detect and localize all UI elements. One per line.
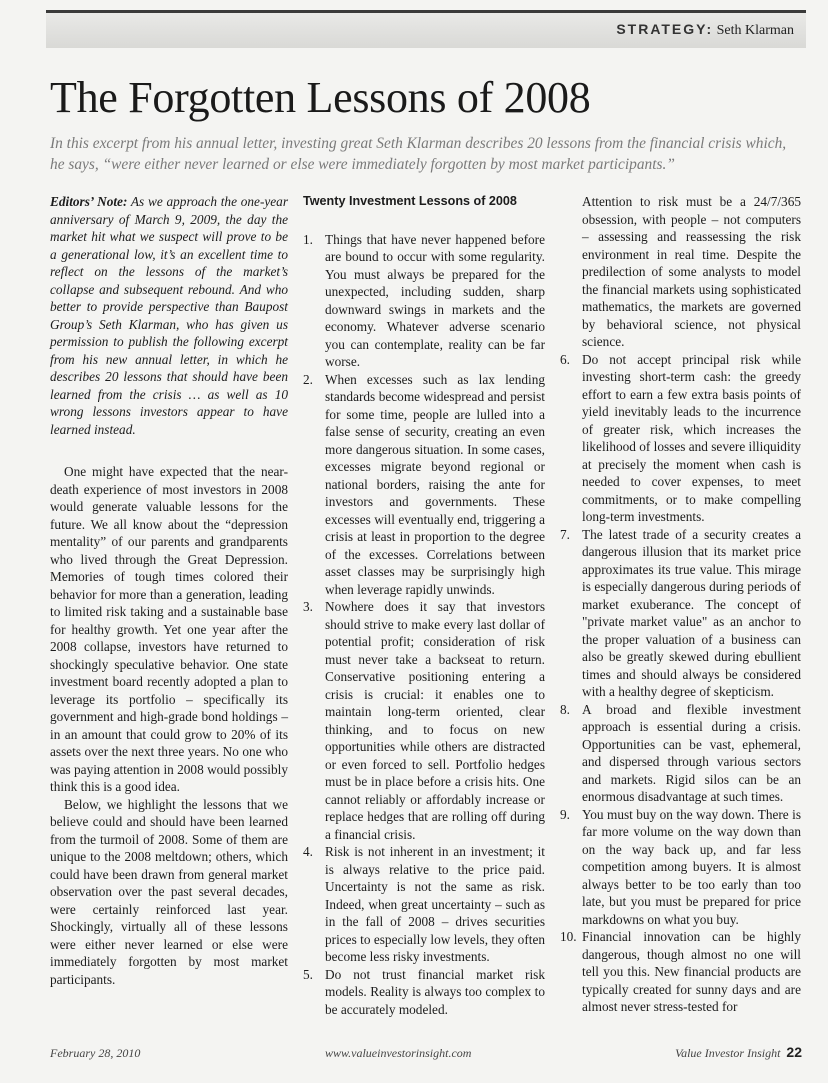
lesson-number: 10. (560, 929, 577, 944)
lesson-text: The latest trade of a security creates a dangerous illusion that its market price approximates its true value. This mirage is especially dangerous during periods of market exuberance. The concept of "private market value" as an anchor to the proper valuation of a business can also be greatly skewed during ebullient times and should always be considered with a healthy degree of skepticism. (582, 526, 801, 699)
lesson-item (560, 351, 801, 526)
column-right (560, 193, 801, 1016)
lesson-number: 6. (560, 351, 570, 367)
lessons-list (303, 231, 545, 1019)
lesson-text: A broad and flexible investment approach is essential during a crisis. Opportunities can be vast, ephemeral, and dispersed through various sectors and markets. Rigid silos can be an enormous disadvantage at such times. (582, 701, 801, 804)
footer-date: February 28, 2010 (50, 1046, 141, 1060)
footer-publication (675, 1044, 802, 1061)
lesson-number: 5. (303, 966, 313, 982)
editors-note-label: Editors’ Note: (50, 194, 128, 209)
lesson-number: 9. (560, 806, 570, 822)
footer-url: www.valueinvestorinsight.com (325, 1046, 472, 1060)
lesson-item (560, 806, 801, 929)
lesson-text: Risk is not inherent in an investment; it is always relative to the price paid. Uncertainty is not the same as risk. Indeed, when great uncertainty – such as in the fall of 2008 – drives securities prices to especially low levels, they often become less risky investments. (325, 844, 545, 964)
lesson-number: 7. (560, 526, 570, 542)
lessons-list-continued (560, 351, 801, 1016)
body-paragraph: Below, we highlight the lessons that we believe could and should have been learned from the turmoil of 2008. Some of them are unique to the 2008 meltdown; others, which could have been drawn from general market observation over the past several decades, were certainly reinforced last year. Shockingly, virtually all of these lessons were either never learned or else were immediately forgotten by most market participants. (50, 796, 288, 987)
lesson-text: Financial innovation can be highly dangerous, though almost no one will tell you this. New financial products are typically created for sunny days and are almost never stress-tested for (582, 929, 801, 1014)
column-left (50, 193, 288, 988)
column-middle (303, 193, 545, 1018)
lesson-number: 1. (303, 231, 313, 247)
lesson-item (560, 526, 801, 701)
lesson-text: When excesses such as lax lending standards become widespread and persist for some time, people are lulled into a false sense of security, creating an even more dangerous situation. In some cases, excesses migrate beyond regional or national borders, raising the ante for investors and governments. These excesses will eventually end, triggering a crisis at least in proportion to the degree of the excesses. Correlations between asset classes may be surprisingly high when leverage rapidly unwinds. (325, 371, 545, 597)
editors-note-text: As we approach the one-year anniversary of March 9, 2009, the day the market hit what we suspect will prove to be a generational low, it’s an excellent time to reflect on the lessons of the market’s collapse and subsequent rebound. And who better to provide perspective than Baupost Group’s Seth Klarman, who has given us permission to publish the following excerpt from his new annual letter, in which he describes 20 lessons that should have been learned from the crisis … as well as 10 wrong lessons investors appear to have learned instead. (50, 194, 288, 437)
lesson-text: Do not accept principal risk while investing short-term cash: the greedy effort to earn a few extra basis points of yield inevitably leads to the incurrence of greater risk, which increases the likelihood of losses and severe illiquidity at precisely the moment when cash is needed to cover expenses, to meet commitments, or to make compelling long-term investments. (582, 351, 801, 524)
section-kicker: STRATEGY: (616, 21, 714, 37)
lesson-item (303, 598, 545, 843)
section-header-bar (46, 10, 806, 48)
lesson-number: 2. (303, 371, 313, 387)
lesson-item (560, 928, 801, 1016)
lesson-text: Things that have never happened before are bound to occur with some regularity. You must always be prepared for the unexpected, including sudden, sharp downward swings in markets and the economy. Whatever adverse scenario you can contemplate, reality can be far worse. (325, 231, 545, 369)
section-author: Seth Klarman (716, 23, 794, 38)
section-label (616, 21, 794, 39)
lesson-text: You must buy on the way down. There is far more volume on the way down than on the way back up, and far less competition among buyers. It is almost always better to be too early than too late, but you must be prepared for price markdowns on what you buy. (582, 806, 801, 927)
lesson-number: 3. (303, 599, 313, 614)
lesson-item (303, 371, 545, 599)
lesson-text: Do not trust financial market risk models. Reality is always too complex to be accurately modeled. (325, 966, 545, 1017)
lesson-item (303, 231, 545, 371)
lesson-item (560, 701, 801, 806)
lesson-item (303, 843, 545, 966)
lesson-continued-text: Attention to risk must be a 24/7/365 obsession, with people – not computers – assessing and reassessing the risk environment in real time. Despite the predilection of some analysts to model the financial markets using sophisticated mathematics, the markets are governed by behavioral science, not physical science. (582, 194, 801, 349)
lesson-item (303, 966, 545, 1019)
lesson-number: 4. (303, 844, 313, 859)
editors-note (50, 193, 288, 438)
lesson-number: 8. (560, 701, 570, 717)
lessons-heading: Twenty Investment Lessons of 2008 (303, 194, 517, 208)
page-footer (50, 1042, 802, 1062)
page-number: 22 (786, 1044, 802, 1060)
body-paragraph: One might have expected that the near-death experience of most investors in 2008 would generate valuable lessons for the future. We all know about the “depression mentality” of our parents and grandparents who lived through the Great Depression. Memories of tough times colored their behavior for more than a generation, leading to limited risk taking and a sustainable base for healthy growth. Yet one year after the 2008 collapse, investors have returned to shockingly speculative behavior. One state investment board recently adopted a plan to leverage its portfolio – specifically its government and high-grade bond holdings – in an amount that could grow to 20% of its assets over the next three years. No one who was paying attention in 2008 would possibly think this is a good idea. (50, 464, 288, 794)
article-title: The Forgotten Lessons of 2008 (50, 73, 591, 122)
article-deck: In this excerpt from his annual letter, investing great Seth Klarman describes 20 lessons from the financial crisis which, he says, “were either never learned or else were immediately forgotten by most market participants.” (50, 135, 787, 173)
lesson-text: Nowhere does it say that investors should strive to make every last dollar of potential profit; consideration of risk must never take a backseat to return. Conservative positioning entering a crisis is crucial: it enables one to maintain long-term oriented, clear thinking, and to focus on new opportunities while others are distracted or even forced to sell. Portfolio hedges must be in place before a crisis hits. One cannot reliably or affordably increase or replace hedges that are rolling off during a financial crisis. (325, 599, 545, 842)
publication-name: Value Investor Insight (675, 1046, 781, 1060)
